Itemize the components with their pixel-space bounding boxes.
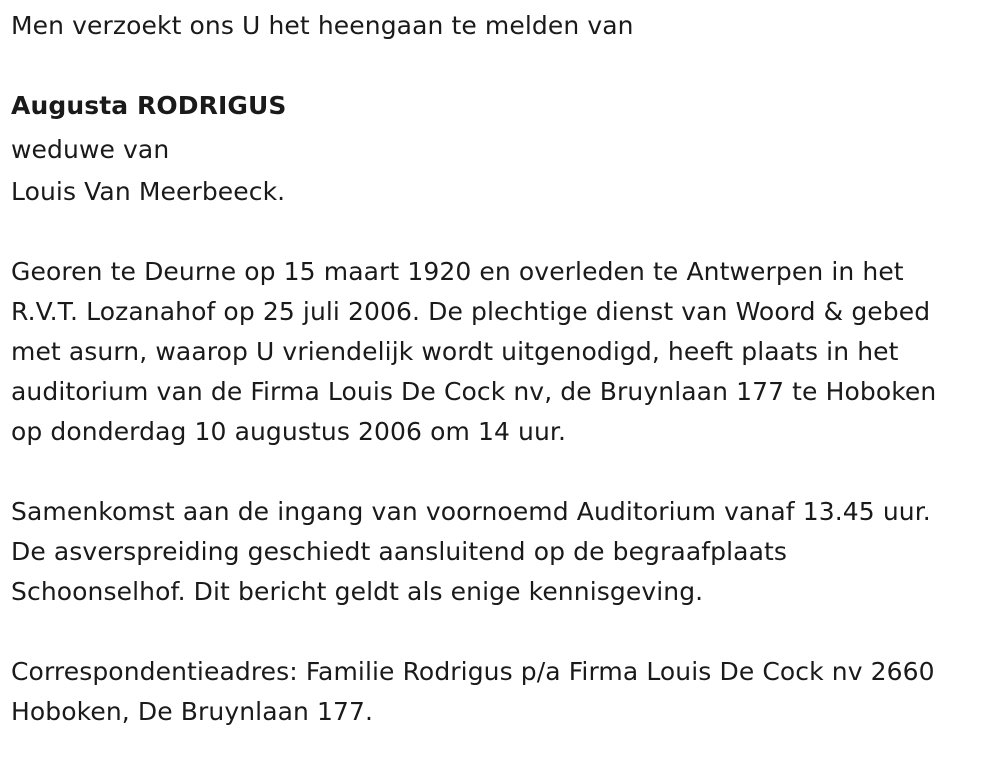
spacer [11, 452, 1000, 492]
paragraph-line: Georen te Deurne op 15 maart 1920 en overleden te Antwerpen in het [11, 257, 904, 286]
paragraph-line: Samenkomst aan de ingang van voornoemd Auditorium vanaf 13.45 uur. [11, 497, 931, 526]
paragraph-line: Hoboken, De Bruynlaan 177. [11, 697, 374, 726]
paragraph-line: met asurn, waarop U vriendelijk wordt uitgenodigd, heeft plaats in het [11, 337, 899, 366]
spacer [11, 212, 1000, 252]
spouse-name: Louis Van Meerbeeck. [11, 177, 286, 206]
paragraph-service-details [11, 252, 1000, 452]
paragraph-gathering [11, 492, 1000, 612]
paragraph-line: auditorium van de Firma Louis De Cock nv, de Bruynlaan 177 te Hoboken [11, 377, 937, 406]
relation-text: weduwe van [11, 135, 170, 164]
intro-text: Men verzoekt ons U het heengaan te melden van [11, 11, 634, 40]
paragraph-line: Schoonselhof. Dit bericht geldt als enige kennisgeving. [11, 577, 704, 606]
paragraph-line: De asverspreiding geschiedt aansluitend op de begraafplaats [11, 537, 788, 566]
paragraph-line: op donderdag 10 augustus 2006 om 14 uur. [11, 417, 567, 446]
deceased-name: Augusta RODRIGUS [11, 91, 287, 120]
paragraph-line: Correspondentieadres: Familie Rodrigus p/a Firma Louis De Cock nv 2660 [11, 657, 935, 686]
paragraph-line: R.V.T. Lozanahof op 25 juli 2006. De plechtige dienst van Woord & gebed [11, 297, 931, 326]
paragraph-correspondence [11, 652, 1000, 732]
spacer [11, 612, 1000, 652]
